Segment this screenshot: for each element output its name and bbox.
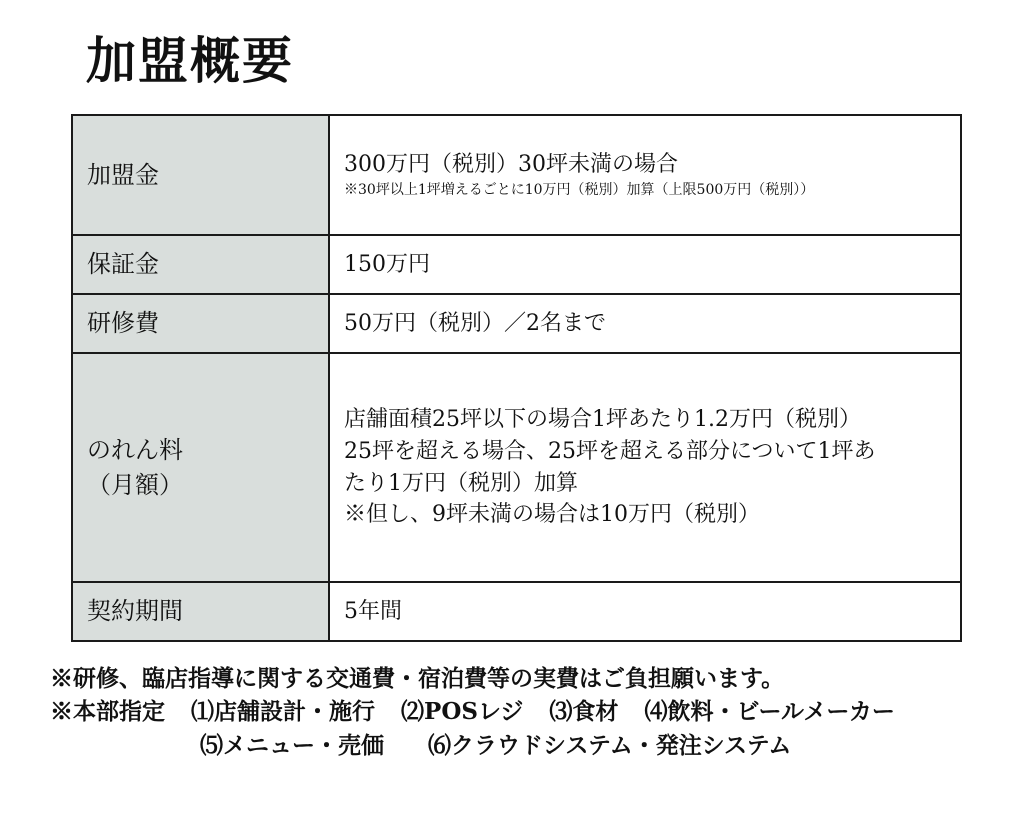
designated-item-3: ⑶食材 <box>549 698 619 726</box>
designated-prefix: ※本部指定 <box>50 698 165 726</box>
table-row-training-fee <box>72 294 961 353</box>
royalty-label: のれん料 <box>87 435 183 464</box>
designated-item-6: ⑹クラウドシステム・発注システム <box>428 731 792 759</box>
footnotes <box>50 662 990 762</box>
page-title: 加盟概要 <box>86 31 294 90</box>
franchise-fee-value-cell <box>329 115 961 235</box>
footnote-expenses: ※研修、臨店指導に関する交通費・宿泊費等の実費はご負担願います。 <box>50 665 785 692</box>
footnote-designated-items-continued <box>50 729 990 762</box>
training-fee-label: 研修費 <box>72 294 329 353</box>
contract-period-label: 契約期間 <box>72 582 329 641</box>
designated-item-4: ⑷飲料・ビールメーカー <box>644 698 895 726</box>
designated-item-1: ⑴店舗設計・施行 <box>191 698 376 726</box>
table-row-deposit <box>72 235 961 294</box>
contract-period-value: 5年間 <box>329 582 961 641</box>
franchise-fee-note: ※30坪以上1坪増えるごとに10万円（税別）加算（上限500万円（税別）） <box>344 182 815 199</box>
deposit-value: 150万円 <box>329 235 961 294</box>
deposit-label: 保証金 <box>72 235 329 294</box>
franchise-terms-table <box>71 114 962 642</box>
royalty-value-line-3: たり1万円（税別）加算 <box>344 470 578 496</box>
royalty-value-line-2: 25坪を超える場合、25坪を超える部分について1坪あ <box>344 438 876 464</box>
royalty-value-line-1: 店舗面積25坪以下の場合1坪あたり1.2万円（税別） <box>344 406 861 432</box>
table-row-franchise-fee <box>72 115 961 235</box>
franchise-fee-value: 300万円（税別）30坪未満の場合 <box>344 151 678 177</box>
franchise-fee-label: 加盟金 <box>72 115 329 235</box>
royalty-value-cell <box>329 353 961 582</box>
royalty-label-period: （月額） <box>87 470 183 499</box>
royalty-label-cell <box>72 353 329 582</box>
training-fee-value: 50万円（税別）／2名まで <box>329 294 961 353</box>
table-row-royalty <box>72 353 961 582</box>
royalty-value-line-4: ※但し、9坪未満の場合は10万円（税別） <box>344 502 760 528</box>
designated-item-2: ⑵POSレジ <box>401 698 524 726</box>
footnote-designated-items <box>50 695 990 728</box>
table-row-contract-period <box>72 582 961 641</box>
designated-item-5: ⑸メニュー・売価 <box>200 731 384 759</box>
